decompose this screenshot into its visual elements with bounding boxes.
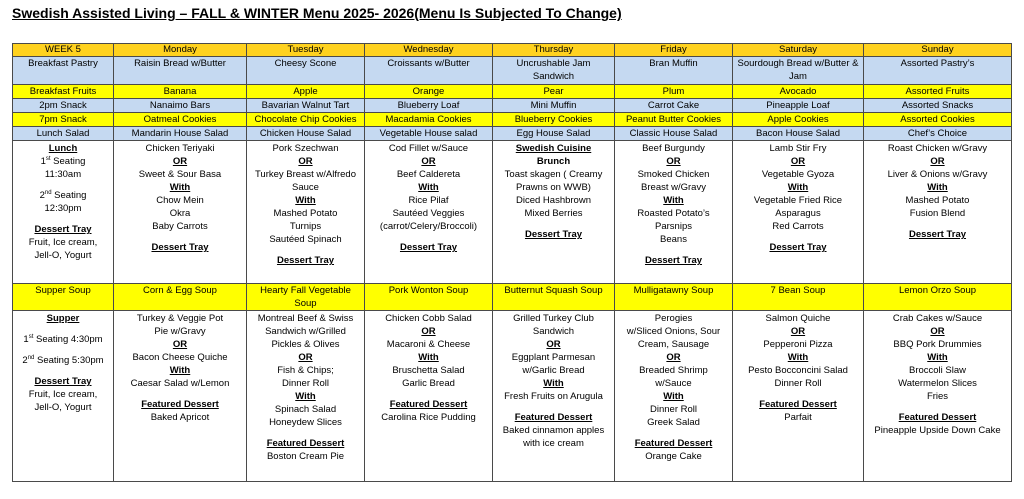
main-dish: Chicken Cobb Salad bbox=[385, 313, 472, 324]
or-label: OR bbox=[421, 156, 436, 167]
side-dish: Diced Hashbrown bbox=[516, 195, 591, 206]
main-dish: Grilled Turkey Club bbox=[513, 313, 594, 324]
main-dish: Cream, Sausage bbox=[637, 339, 710, 350]
menu-cell: Macadamia Cookies bbox=[365, 113, 493, 127]
supper-thursday bbox=[493, 311, 615, 482]
row-label: Breakfast Pastry bbox=[13, 57, 114, 85]
main-dish: Sandwich bbox=[532, 326, 575, 337]
main-dish: Chicken Teriyaki bbox=[145, 143, 215, 154]
alt-dish: Breaded Shrimp bbox=[639, 365, 708, 376]
with-label: With bbox=[663, 195, 684, 206]
side-dish: Pesto Bocconcini Salad bbox=[748, 365, 848, 376]
side-dish: Fries bbox=[926, 391, 949, 402]
alt-dish: Smoked Chicken bbox=[637, 169, 710, 180]
featured-dessert-label: Featured Dessert bbox=[389, 399, 468, 410]
alt-dish: Vegetable Gyoza bbox=[761, 169, 835, 180]
alt-dish: Sweet & Sour Basa bbox=[138, 169, 222, 180]
menu-cell: Apple Cookies bbox=[733, 113, 864, 127]
main-dish: Perogies bbox=[654, 313, 693, 324]
snack-7pm-row bbox=[13, 113, 1012, 127]
featured-dessert-item: Orange Cake bbox=[645, 451, 702, 462]
main-dish: Pickles & Olives bbox=[271, 339, 340, 350]
main-dish: Crab Cakes w/Sauce bbox=[892, 313, 983, 324]
menu-cell: Banana bbox=[114, 85, 247, 99]
dessert-tray-item: Fruit, Ice cream, bbox=[28, 237, 98, 248]
menu-cell: Plum bbox=[615, 85, 733, 99]
side-dish: Vegetable Fried Rice bbox=[753, 195, 843, 206]
dessert-tray-label: Dessert Tray bbox=[151, 242, 209, 253]
menu-cell: Assorted Snacks bbox=[864, 99, 1012, 113]
supper-seating-2: 2nd Seating 5:30pm bbox=[22, 354, 104, 366]
side-dish: Broccoli Slaw bbox=[908, 365, 967, 376]
alt-dish: Beef Caldereta bbox=[396, 169, 461, 180]
featured-dessert-label: Featured Dessert bbox=[759, 399, 837, 410]
side-dish: Beans bbox=[660, 234, 687, 245]
alt-dish: Sauce bbox=[292, 182, 319, 193]
menu-cell: Chocolate Chip Cookies bbox=[247, 113, 365, 127]
menu-cell: Orange bbox=[365, 85, 493, 99]
supper-dessert-tray: Dessert Tray bbox=[34, 376, 92, 387]
main-dish: Beef Burgundy bbox=[642, 143, 705, 154]
main-dish: Pork Szechwan bbox=[272, 143, 339, 154]
featured-dessert-label: Featured Dessert bbox=[141, 399, 219, 410]
wednesday-header: Wednesday bbox=[365, 44, 493, 57]
supper-tuesday bbox=[247, 311, 365, 482]
featured-dessert-item: Boston Cream Pie bbox=[266, 451, 345, 462]
featured-dessert-label: Featured Dessert bbox=[634, 438, 713, 449]
or-label: OR bbox=[930, 326, 945, 337]
menu-cell: Chef’s Choice bbox=[864, 127, 1012, 141]
supper-wednesday bbox=[365, 311, 493, 482]
or-label: OR bbox=[172, 156, 188, 167]
main-dish: Salmon Quiche bbox=[765, 313, 831, 324]
lunch-wednesday bbox=[365, 141, 493, 284]
header-row bbox=[13, 44, 1012, 57]
side-dish: Sautéed Spinach bbox=[269, 234, 342, 245]
menu-cell: Blueberry Loaf bbox=[365, 99, 493, 113]
menu-cell: Bran Muffin bbox=[615, 57, 733, 85]
menu-cell: Vegetable House salad bbox=[365, 127, 493, 141]
with-label: With bbox=[787, 352, 809, 363]
alt-dish: Liver & Onions w/Gravy bbox=[887, 169, 988, 180]
row-label: 2pm Snack bbox=[13, 99, 114, 113]
with-label: With bbox=[927, 182, 948, 193]
side-dish: Asparagus bbox=[775, 208, 821, 219]
menu-cell: Mandarin House Salad bbox=[114, 127, 247, 141]
featured-dessert-item: Carolina Rice Pudding bbox=[381, 412, 476, 423]
with-label: With bbox=[927, 352, 948, 363]
side-dish: Sautéed Veggies bbox=[392, 208, 465, 219]
side-dish: Prawns on WWB) bbox=[516, 182, 591, 193]
alt-dish: Bacon Cheese Quiche bbox=[132, 352, 228, 363]
side-dish: Bruschetta Salad bbox=[392, 365, 465, 376]
side-dish: Caesar Salad w/Lemon bbox=[130, 378, 230, 389]
alt-dish: Fish & Chips; bbox=[277, 365, 334, 376]
side-dish: Fresh Fruits on Arugula bbox=[504, 391, 603, 402]
featured-dessert-item: Pineapple Upside Down Cake bbox=[874, 425, 1001, 436]
lunch-seating-1-time: 11:30am bbox=[44, 169, 82, 180]
side-dish: (carrot/Celery/Broccoli) bbox=[379, 221, 478, 232]
menu-cell: Bavarian Walnut Tart bbox=[247, 99, 365, 113]
friday-header: Friday bbox=[615, 44, 733, 57]
main-dish: Turkey & Veggie Pot bbox=[136, 313, 224, 324]
menu-cell: Hearty Fall Vegetable Soup bbox=[247, 284, 365, 311]
menu-cell: Mini Muffin bbox=[493, 99, 615, 113]
dessert-tray-label: Dessert Tray bbox=[399, 242, 458, 253]
side-dish: Turnips bbox=[289, 221, 322, 232]
menu-cell: Mulligatawny Soup bbox=[615, 284, 733, 311]
main-dish: Sandwich w/Grilled bbox=[265, 326, 346, 337]
lunch-dessert-tray: Dessert Tray bbox=[34, 224, 92, 235]
featured-dessert-label: Featured Dessert bbox=[898, 412, 977, 423]
cuisine-heading: Swedish Cuisine bbox=[515, 143, 592, 154]
menu-cell: 7 Bean Soup bbox=[733, 284, 864, 311]
side-dish: Dinner Roll bbox=[650, 404, 697, 415]
lunch-monday bbox=[114, 141, 247, 284]
menu-cell: Assorted Cookies bbox=[864, 113, 1012, 127]
supper-soup-row bbox=[13, 284, 1012, 311]
main-dish: Cod Fillet w/Sauce bbox=[388, 143, 469, 154]
main-dish: Lamb Stir Fry bbox=[769, 143, 827, 154]
side-dish: Greek Salad bbox=[647, 417, 700, 428]
breakfast-pastry-row bbox=[13, 57, 1012, 85]
alt-dish: w/Sauce bbox=[655, 378, 692, 389]
side-dish: Dinner Roll bbox=[774, 378, 822, 389]
dessert-tray-item: Jell-O, Yogurt bbox=[34, 402, 92, 413]
side-dish: Watermelon Slices bbox=[898, 378, 977, 389]
row-label: Supper Soup bbox=[13, 284, 114, 311]
supper-sunday bbox=[864, 311, 1012, 482]
row-label: Breakfast Fruits bbox=[13, 85, 114, 99]
menu-cell: Pear bbox=[493, 85, 615, 99]
page-title: Swedish Assisted Living – FALL & WINTER Menu 2025- 2026(Menu Is Subjected To Change) bbox=[12, 5, 622, 21]
lunch-seating-2: 2nd Seating bbox=[39, 189, 87, 201]
side-dish: Baby Carrots bbox=[152, 221, 208, 232]
menu-cell: Croissants w/Butter bbox=[365, 57, 493, 85]
featured-dessert-item: Baked Apricot bbox=[150, 412, 210, 423]
side-dish: Rice Pilaf bbox=[408, 195, 449, 206]
lunch-thursday bbox=[493, 141, 615, 284]
alt-dish: Pepperoni Pizza bbox=[763, 339, 833, 350]
lunch-label bbox=[13, 141, 114, 284]
breakfast-fruits-row bbox=[13, 85, 1012, 99]
main-dish: w/Sliced Onions, Sour bbox=[626, 326, 721, 337]
lunch-seating-2-time: 12:30pm bbox=[44, 203, 82, 214]
with-label: With bbox=[169, 365, 191, 376]
dessert-tray-label: Dessert Tray bbox=[769, 242, 827, 253]
menu-cell: Assorted Fruits bbox=[864, 85, 1012, 99]
lunch-tuesday bbox=[247, 141, 365, 284]
alt-dish: w/Garlic Bread bbox=[522, 365, 585, 376]
or-label: OR bbox=[421, 326, 436, 337]
thursday-header: Thursday bbox=[493, 44, 615, 57]
menu-cell: Peanut Butter Cookies bbox=[615, 113, 733, 127]
menu-cell: Oatmeal Cookies bbox=[114, 113, 247, 127]
menu-cell: Blueberry Cookies bbox=[493, 113, 615, 127]
or-label: OR bbox=[666, 156, 681, 167]
with-label: With bbox=[169, 182, 191, 193]
menu-cell: Chicken House Salad bbox=[247, 127, 365, 141]
menu-cell: Egg House Salad bbox=[493, 127, 615, 141]
menu-cell: Lemon Orzo Soup bbox=[864, 284, 1012, 311]
menu-cell: Sourdough Bread w/Butter & Jam bbox=[733, 57, 864, 85]
row-label: 7pm Snack bbox=[13, 113, 114, 127]
supper-row bbox=[13, 311, 1012, 482]
with-label: With bbox=[418, 352, 439, 363]
dessert-tray-label: Dessert Tray bbox=[644, 255, 703, 266]
menu-cell: Butternut Squash Soup bbox=[493, 284, 615, 311]
side-dish: Garlic Bread bbox=[402, 378, 455, 389]
side-dish: Parsnips bbox=[655, 221, 692, 232]
or-label: OR bbox=[790, 156, 806, 167]
menu-cell: Cheesy Scone bbox=[247, 57, 365, 85]
lunch-seating-1: 1st Seating bbox=[40, 155, 86, 167]
alt-dish: Turkey Breast w/Alfredo bbox=[254, 169, 357, 180]
monday-header: Monday bbox=[114, 44, 247, 57]
cuisine-subheading: Brunch bbox=[536, 156, 571, 167]
featured-dessert-label: Featured Dessert bbox=[514, 412, 593, 423]
lunch-sunday bbox=[864, 141, 1012, 284]
snack-2pm-row bbox=[13, 99, 1012, 113]
supper-seating-1: 1st Seating 4:30pm bbox=[23, 333, 103, 345]
side-dish: Mixed Berries bbox=[524, 208, 583, 219]
row-label: Lunch Salad bbox=[13, 127, 114, 141]
supper-saturday bbox=[733, 311, 864, 482]
side-dish: Okra bbox=[169, 208, 191, 219]
saturday-header: Saturday bbox=[733, 44, 864, 57]
or-label: OR bbox=[790, 326, 806, 337]
dessert-tray-item: Fruit, Ice cream, bbox=[28, 389, 98, 400]
sunday-header: Sunday bbox=[864, 44, 1012, 57]
supper-friday bbox=[615, 311, 733, 482]
menu-cell: Corn & Egg Soup bbox=[114, 284, 247, 311]
lunch-title: Lunch bbox=[48, 143, 78, 154]
or-label: OR bbox=[172, 339, 188, 350]
with-label: With bbox=[787, 182, 809, 193]
or-label: OR bbox=[930, 156, 945, 167]
menu-cell: Nanaimo Bars bbox=[114, 99, 247, 113]
alt-dish: Macaroni & Cheese bbox=[386, 339, 471, 350]
supper-monday bbox=[114, 311, 247, 482]
or-label: OR bbox=[298, 156, 313, 167]
alt-dish: Eggplant Parmesan bbox=[511, 352, 596, 363]
featured-dessert-item: Baked cinnamon apples with ice cream bbox=[502, 425, 605, 449]
supper-label bbox=[13, 311, 114, 482]
or-label: OR bbox=[666, 352, 681, 363]
week-header: WEEK 5 bbox=[13, 44, 114, 57]
menu-cell: Raisin Bread w/Butter bbox=[114, 57, 247, 85]
main-dish: Pie w/Gravy bbox=[154, 326, 206, 337]
lunch-saturday bbox=[733, 141, 864, 284]
main-dish: Montreal Beef & Swiss bbox=[257, 313, 354, 324]
menu-cell: Bacon House Salad bbox=[733, 127, 864, 141]
alt-dish: BBQ Pork Drummies bbox=[893, 339, 982, 350]
side-dish: Honeydew Slices bbox=[269, 417, 342, 428]
menu-cell: Uncrushable Jam Sandwich bbox=[493, 57, 615, 85]
lunch-salad-row bbox=[13, 127, 1012, 141]
lunch-row bbox=[13, 141, 1012, 284]
menu-cell: Assorted Pastry’s bbox=[864, 57, 1012, 85]
side-dish: Mashed Potato bbox=[273, 208, 338, 219]
menu-cell: Carrot Cake bbox=[615, 99, 733, 113]
dessert-tray-label: Dessert Tray bbox=[276, 255, 335, 266]
or-label: OR bbox=[298, 352, 313, 363]
dessert-tray-item: Jell-O, Yogurt bbox=[34, 250, 92, 261]
side-dish: Red Carrots bbox=[772, 221, 824, 232]
lunch-friday bbox=[615, 141, 733, 284]
with-label: With bbox=[418, 182, 439, 193]
main-dish: Roast Chicken w/Gravy bbox=[887, 143, 988, 154]
side-dish: Toast skagen ( Creamy bbox=[504, 169, 603, 180]
menu-table bbox=[12, 43, 1012, 482]
supper-title: Supper bbox=[46, 313, 80, 324]
side-dish: Roasted Potato’s bbox=[637, 208, 710, 219]
menu-cell: Pork Wonton Soup bbox=[365, 284, 493, 311]
with-label: With bbox=[543, 378, 564, 389]
with-label: With bbox=[295, 391, 316, 402]
or-label: OR bbox=[546, 339, 561, 350]
menu-cell: Pineapple Loaf bbox=[733, 99, 864, 113]
alt-dish: Breast w/Gravy bbox=[641, 182, 706, 193]
featured-dessert-label: Featured Dessert bbox=[266, 438, 345, 449]
with-label: With bbox=[663, 391, 684, 402]
with-label: With bbox=[295, 195, 316, 206]
menu-cell: Apple bbox=[247, 85, 365, 99]
side-dish: Spinach Salad bbox=[274, 404, 337, 415]
side-dish: Mashed Potato bbox=[905, 195, 970, 206]
dessert-tray-label: Dessert Tray bbox=[524, 229, 583, 240]
menu-cell: Classic House Salad bbox=[615, 127, 733, 141]
menu-cell: Avocado bbox=[733, 85, 864, 99]
side-dish: Fusion Blend bbox=[909, 208, 966, 219]
tuesday-header: Tuesday bbox=[247, 44, 365, 57]
dessert-tray-label: Dessert Tray bbox=[908, 229, 967, 240]
side-dish: Chow Mein bbox=[156, 195, 204, 206]
alt-dish: Dinner Roll bbox=[282, 378, 329, 389]
featured-dessert-item: Parfait bbox=[784, 412, 812, 423]
